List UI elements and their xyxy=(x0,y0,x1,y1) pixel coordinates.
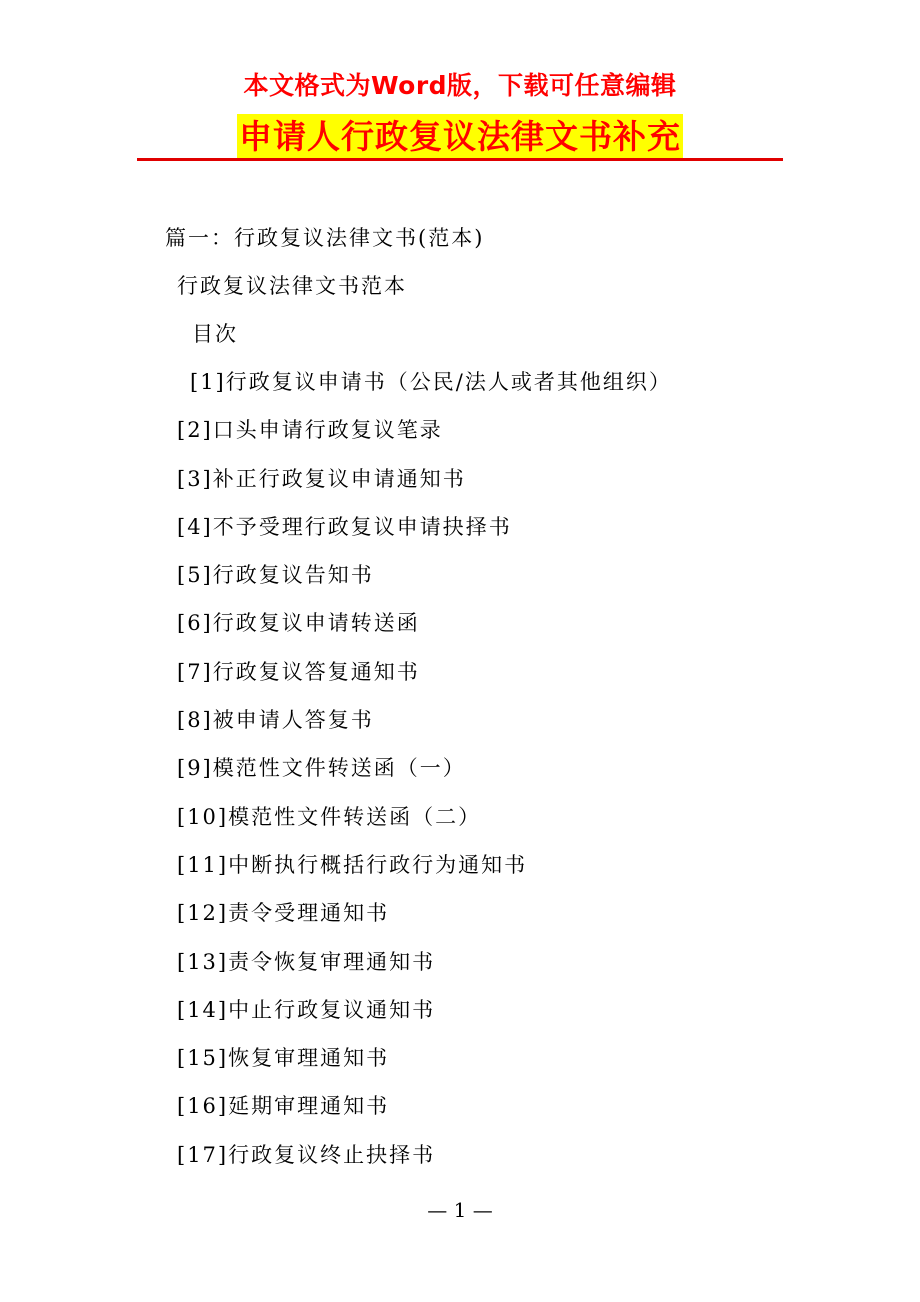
format-notice: 本文格式为Word版，下载可任意编辑 xyxy=(243,71,677,100)
toc-item: [4]不予受理行政复议申请抉择书 xyxy=(177,514,512,539)
toc-item: [6]行政复议申请转送函 xyxy=(177,611,420,636)
toc-item: [10]模范性文件转送函（二） xyxy=(177,804,482,829)
section-heading: 篇一：行政复议法律文书(范本) xyxy=(165,226,485,250)
toc-label: 目次 xyxy=(192,322,238,346)
title-container xyxy=(0,114,920,160)
toc-item: [14]中止行政复议通知书 xyxy=(177,997,436,1022)
toc-item: [11]中断执行概括行政行为通知书 xyxy=(177,852,528,877)
toc-item: [2]口头申请行政复议笔录 xyxy=(177,418,443,443)
toc-item: [13]责令恢复审理通知书 xyxy=(177,949,436,974)
toc-item: [8]被申请人答复书 xyxy=(177,708,374,733)
page-number: — 1 — xyxy=(427,1198,493,1222)
toc-item: [9]模范性文件转送函（一） xyxy=(177,756,466,781)
table-of-contents xyxy=(177,363,672,1184)
toc-item: [5]行政复议告知书 xyxy=(177,563,374,588)
toc-item: [16]延期审理通知书 xyxy=(177,1094,390,1119)
toc-item: [15]恢复审理通知书 xyxy=(177,1046,390,1071)
document-title: 申请人行政复议法律文书补充 xyxy=(237,114,683,160)
toc-item: [3]补正行政复议申请通知书 xyxy=(177,466,466,491)
toc-item: [17]行政复议终止抉择书 xyxy=(177,1142,436,1167)
toc-item: [12]责令受理通知书 xyxy=(177,901,390,926)
toc-item: [1]行政复议申请书（公民/法人或者其他组织） xyxy=(190,370,672,394)
title-divider xyxy=(137,158,783,161)
toc-item: [7]行政复议答复通知书 xyxy=(177,659,420,684)
document-subheading: 行政复议法律文书范本 xyxy=(177,274,407,298)
